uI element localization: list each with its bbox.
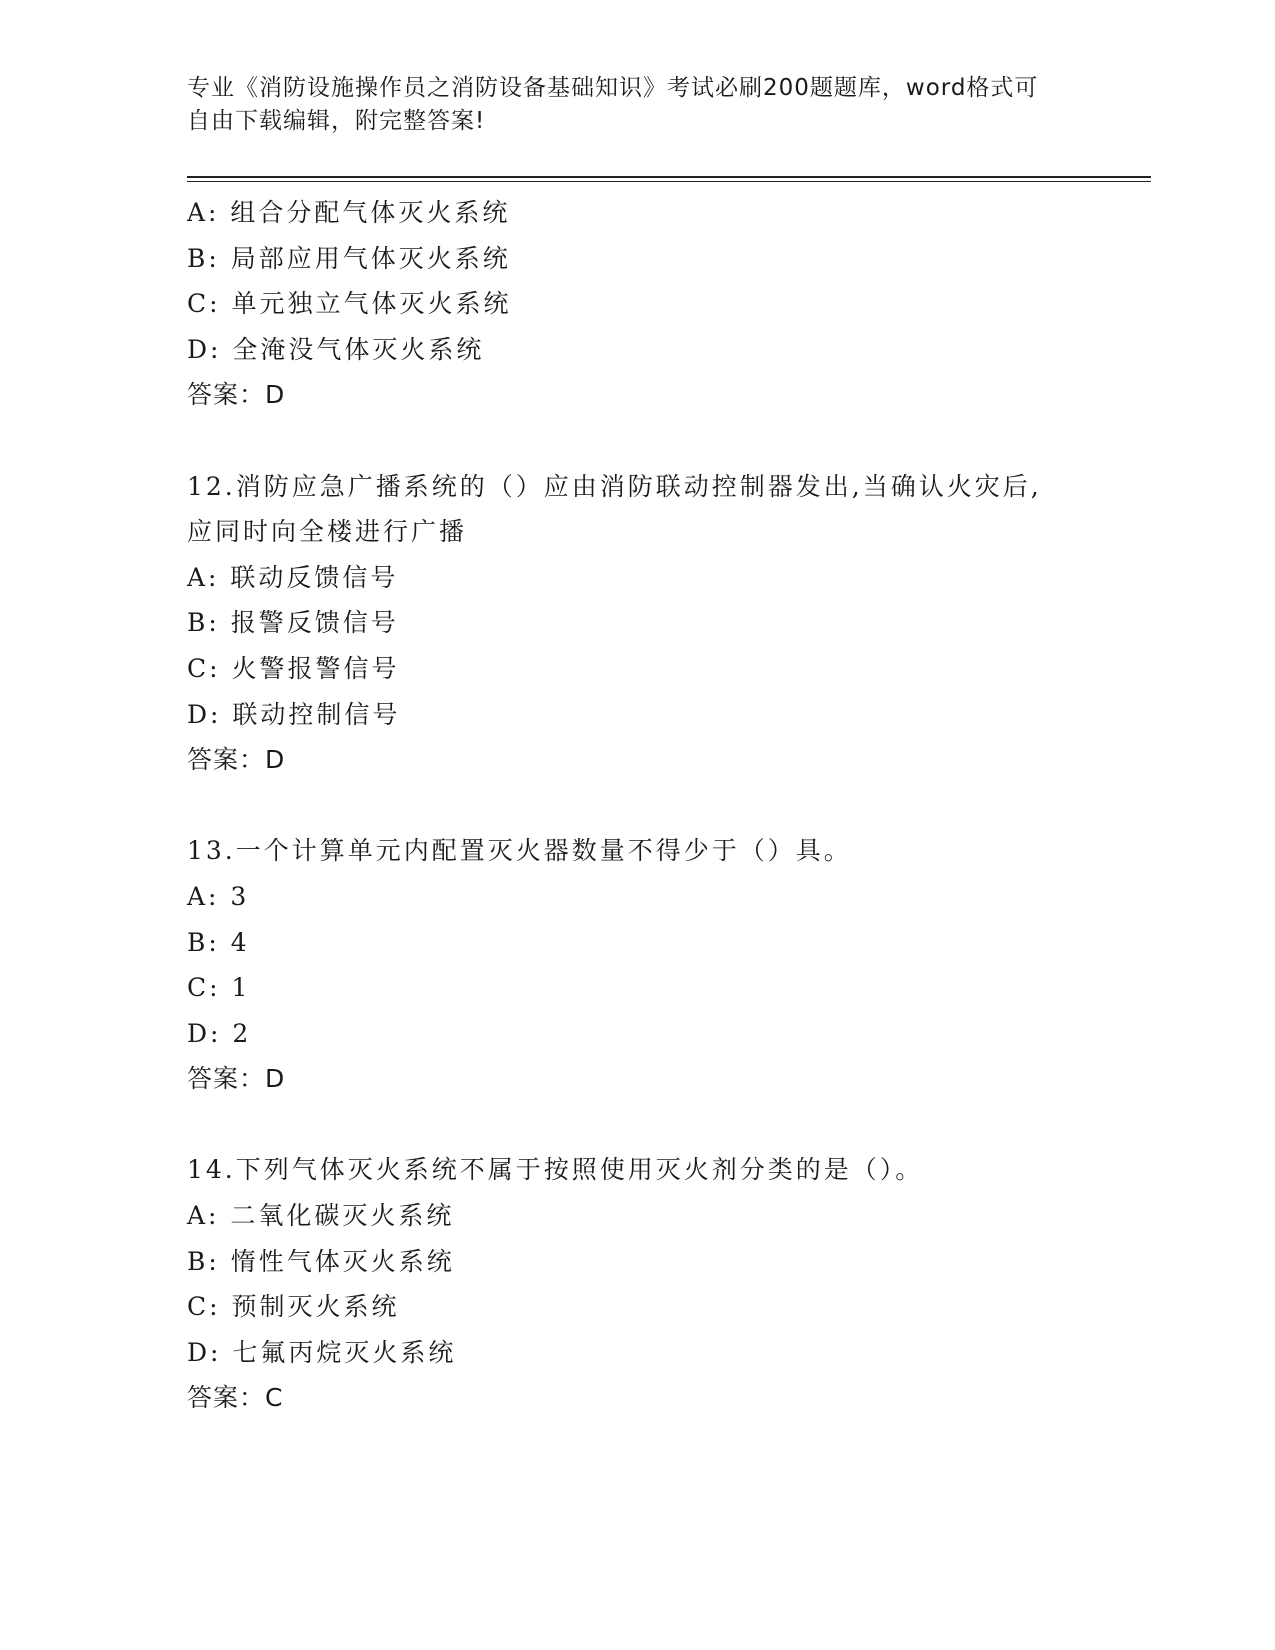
question-13-option-a: A: 3 xyxy=(187,881,250,911)
page-header xyxy=(187,72,1067,138)
question-14-option-d: D: 七氟丙烷灭火系统 xyxy=(187,1337,457,1367)
question-14-answer: 答案：C xyxy=(187,1383,284,1413)
header-line-1: 专业《消防设施操作员之消防设备基础知识》考试必刷200题题库，word格式可 xyxy=(187,75,1039,101)
question-12-option-d: D: 联动控制信号 xyxy=(187,699,401,729)
question-13-option-d: D: 2 xyxy=(187,1018,252,1048)
question-13-block xyxy=(187,828,1147,1102)
question-11-block xyxy=(187,190,1147,418)
question-12-text-line-1: 12.消防应急广播系统的（）应由消防联动控制器发出,当确认火灾后, xyxy=(187,471,1042,501)
question-list xyxy=(187,190,1147,1421)
question-spacer xyxy=(187,418,1147,464)
question-11-answer: 答案：D xyxy=(187,380,286,410)
question-13-answer: 答案：D xyxy=(187,1064,286,1094)
question-11-option-d: D: 全淹没气体灭火系统 xyxy=(187,334,485,364)
question-11-option-c: C: 单元独立气体灭火系统 xyxy=(187,289,512,319)
question-14-option-c: C: 预制灭火系统 xyxy=(187,1292,400,1322)
question-12-option-c: C: 火警报警信号 xyxy=(187,653,400,683)
question-14-option-a: A: 二氧化碳灭火系统 xyxy=(187,1201,455,1231)
question-13-option-c: C: 1 xyxy=(187,973,251,1003)
header-divider xyxy=(187,176,1151,182)
question-13-option-b: B: 4 xyxy=(187,927,250,957)
question-11-option-b: B: 局部应用气体灭火系统 xyxy=(187,243,511,273)
question-14-block xyxy=(187,1147,1147,1421)
header-line-2: 自由下载编辑，附完整答案! xyxy=(187,108,486,134)
question-12-answer: 答案：D xyxy=(187,745,286,775)
question-14-text: 14.下列气体灭火系统不属于按照使用灭火剂分类的是（）。 xyxy=(187,1155,924,1185)
question-spacer xyxy=(187,783,1147,829)
question-11-option-a: A: 组合分配气体灭火系统 xyxy=(187,198,511,227)
question-13-text: 13.一个计算单元内配置灭火器数量不得少于（）具。 xyxy=(187,836,852,866)
question-12-text-line-2: 应同时向全楼进行广播 xyxy=(187,517,468,547)
question-12-block xyxy=(187,464,1147,783)
question-12-option-b: B: 报警反馈信号 xyxy=(187,608,399,638)
question-12-option-a: A: 联动反馈信号 xyxy=(187,562,399,592)
question-14-option-b: B: 惰性气体灭火系统 xyxy=(187,1246,455,1276)
question-spacer xyxy=(187,1102,1147,1148)
